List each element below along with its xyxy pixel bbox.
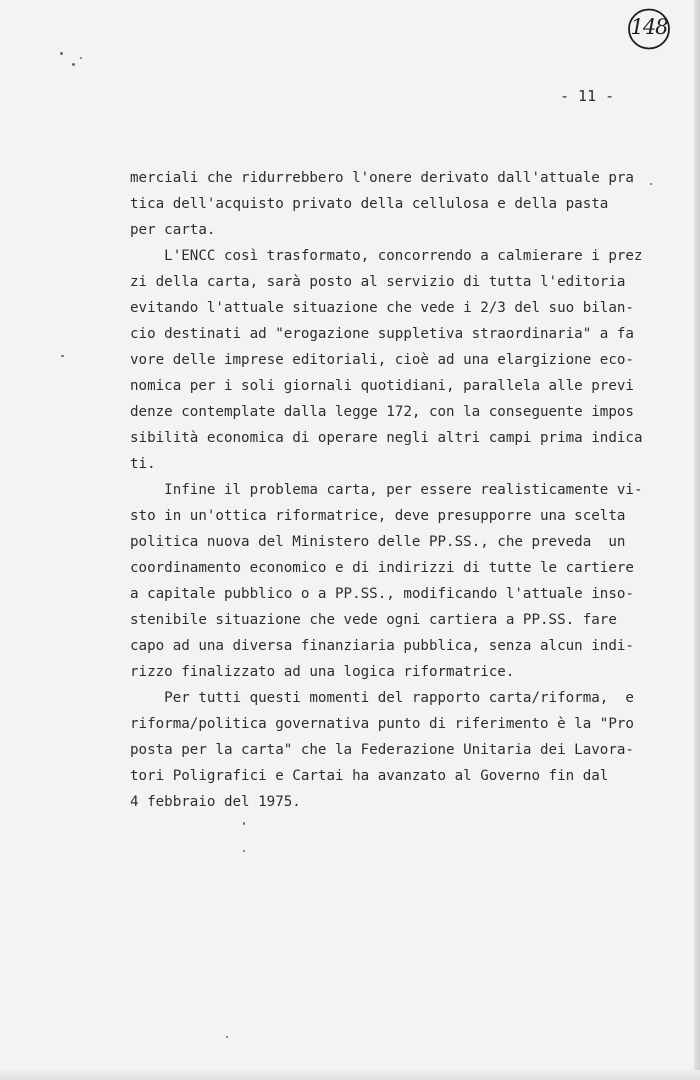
text-line: per carta.	[130, 222, 216, 238]
text-line: denze contemplate dalla legge 172, con la conseguente impos	[130, 404, 634, 420]
text-line: L'ENCC così trasformato, concorrendo a calmierare i prez	[130, 248, 643, 264]
text-line: zi della carta, sarà posto al servizio di tutta l'editoria	[130, 274, 626, 290]
text-line: vore delle imprese editoriali, cioè ad una elargizione eco-	[130, 352, 634, 368]
page-number: - 11 -	[560, 87, 615, 105]
text-line: tica dell'acquisto privato della cellulosa e della pasta	[130, 196, 609, 212]
text-line: merciali che ridurrebbero l'onere derivato dall'attuale pra	[130, 170, 634, 186]
scan-speck	[80, 57, 82, 59]
text-line: Per tutti questi momenti del rapporto carta/riforma, e	[130, 690, 634, 706]
text-line: tori Poligrafici e Cartai ha avanzato al Governo fin dal	[130, 768, 609, 784]
text-line: coordinamento economico e di indirizzi di tutte le cartiere	[130, 560, 634, 576]
text-line: nomica per i soli giornali quotidiani, parallela alle previ	[130, 378, 634, 394]
text-line: evitando l'attuale situazione che vede i 2/3 del suo bilan-	[130, 300, 634, 316]
scan-speck	[226, 1036, 228, 1038]
text-line: 4 febbraio del 1975.	[130, 794, 301, 810]
text-line: cio destinati ad "erogazione suppletiva straordinaria" a fa	[130, 326, 634, 342]
text-line: politica nuova del Ministero delle PP.SS., che preveda un	[130, 534, 626, 550]
text-line: capo ad una diversa finanziaria pubblica, senza alcun indi-	[130, 638, 634, 654]
page-right-edge	[694, 0, 700, 1080]
text-line: a capitale pubblico o a PP.SS., modificando l'attuale inso-	[130, 586, 634, 602]
archive-number-text: 148	[630, 15, 668, 39]
scan-speck	[61, 355, 64, 357]
body-text	[130, 165, 650, 815]
text-line: posta per la carta" che la Federazione Unitaria dei Lavora-	[130, 742, 634, 758]
scan-speck	[60, 52, 63, 55]
text-line: sibilità economica di operare negli altri campi prima indica	[130, 430, 643, 446]
text-line: stenibile situazione che vede ogni cartiera a PP.SS. fare	[130, 612, 617, 628]
scan-speck	[650, 183, 652, 185]
scan-speck	[72, 63, 75, 66]
text-line: Infine il problema carta, per essere realisticamente vi-	[130, 482, 643, 498]
text-line: riforma/politica governativa punto di riferimento è la "Pro	[130, 716, 634, 732]
scan-speck	[243, 850, 245, 852]
text-line: sto in un'ottica riformatrice, deve presupporre una scelta	[130, 508, 626, 524]
text-line: rizzo finalizzato ad una logica riformatrice.	[130, 664, 515, 680]
scan-speck	[243, 822, 245, 825]
page-bottom-edge	[0, 1070, 700, 1080]
text-line: ti.	[130, 456, 156, 472]
archive-stamp-number	[626, 6, 672, 52]
